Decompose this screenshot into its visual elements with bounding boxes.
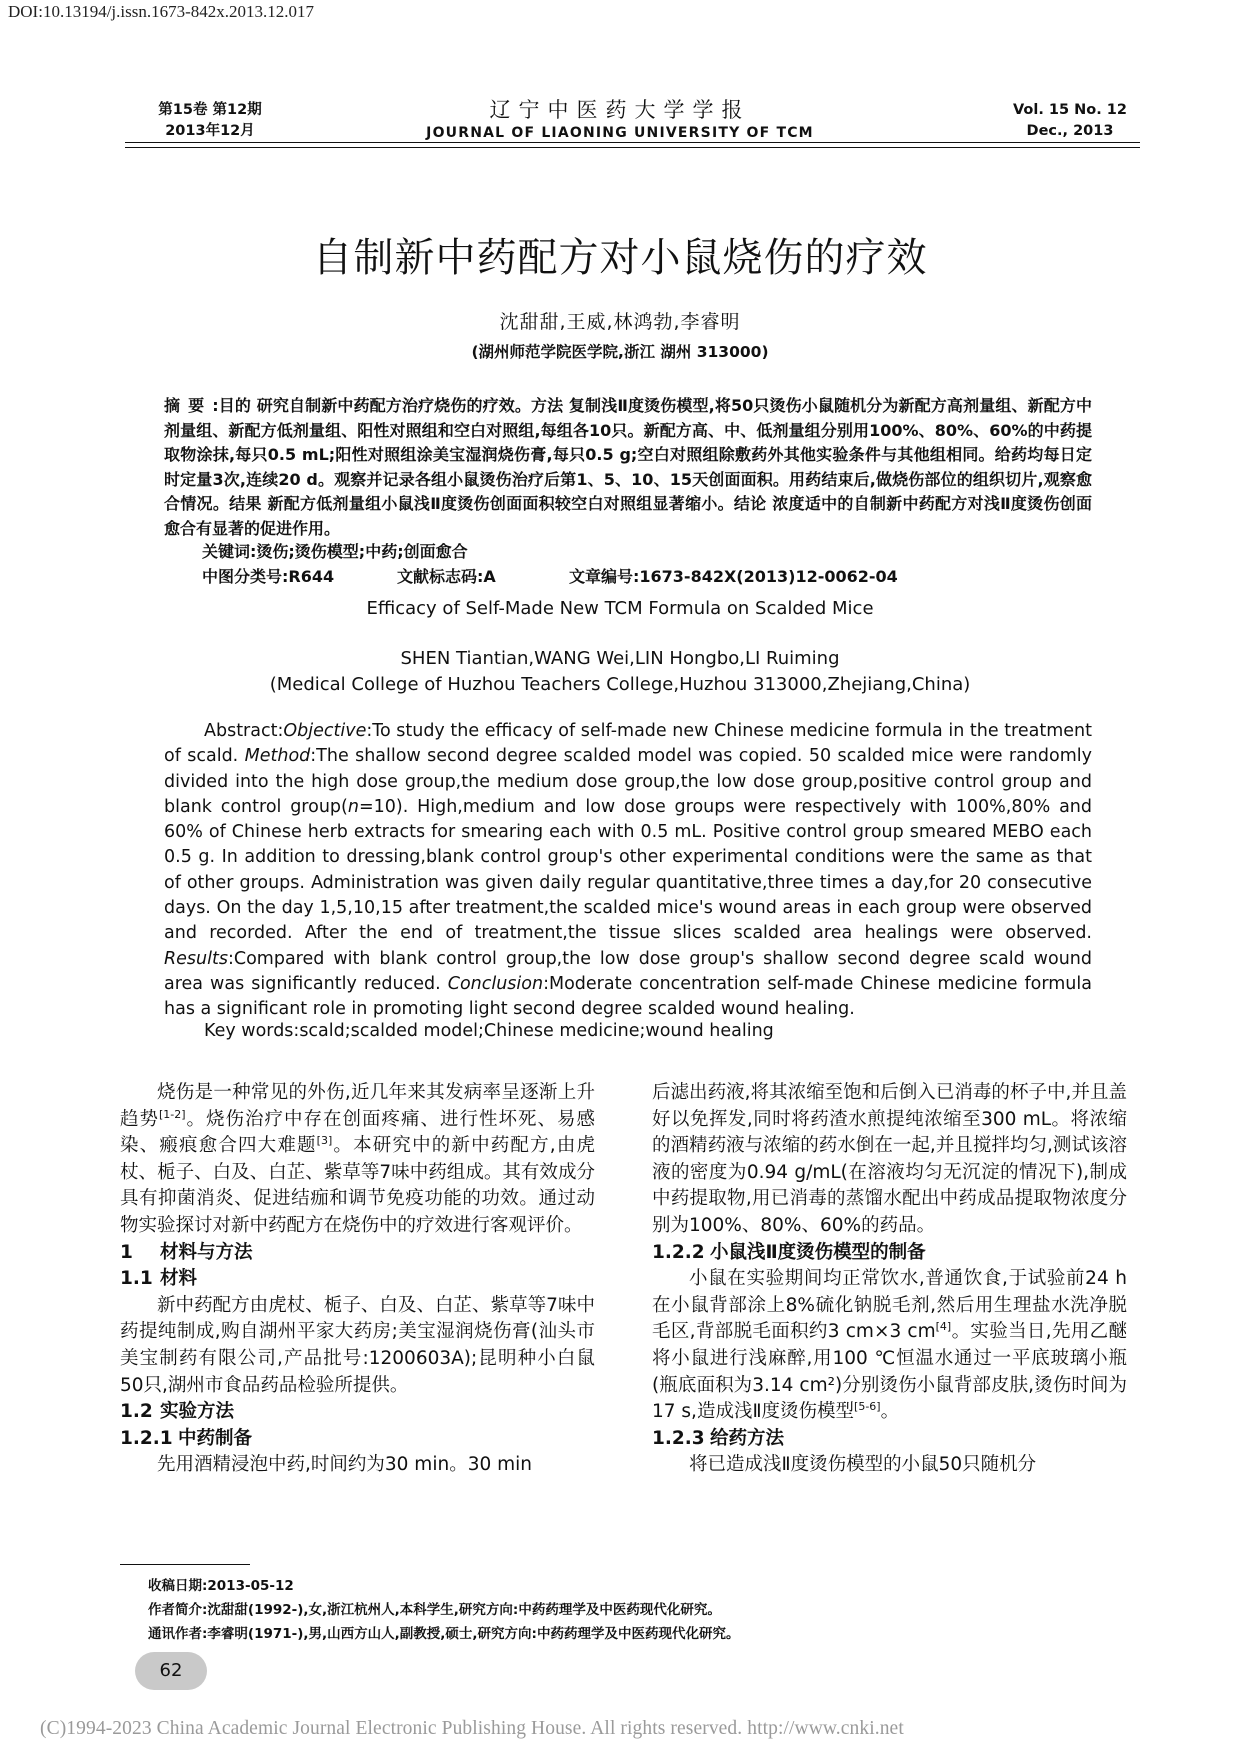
model-paragraph xyxy=(652,1266,1127,1426)
body-column-right xyxy=(652,1080,1127,1479)
header-vol-no: Vol. 15 No. 12 xyxy=(1013,102,1127,118)
conclusion-text: :Moderate concentration self-made Chinese medicine formula has a significant role in promoting light second degree scalded wound healing. xyxy=(164,973,1092,1020)
header-volume: 第15卷 第12期 xyxy=(158,102,262,118)
section-number: 1.2.1 xyxy=(120,1427,173,1449)
paper-title-cn: 自制新中药配方对小鼠烧伤的疗效 xyxy=(312,235,928,281)
citation: [1-2] xyxy=(159,1107,186,1121)
model-text-b: 。实验当日,先用乙醚将小鼠进行浅麻醉,用100 ℃恒温水通过一平底玻璃小瓶(瓶底面积为3.14 cm²)分别烫伤小鼠背部皮肤,烫伤时间为17 s,造成浅Ⅱ度烫伤模型 xyxy=(652,1321,1127,1423)
n-text: =10). High,medium and low dose groups were respectively with 100%,80% and 60% of Chinese herb extracts for smearing each with 0.5 mL. Positive control group smeared MEBO each 0.5 g. In addition to dressing,blank control group's other experimental conditions were the same as that of other groups. Administration was given daily regular quantitative,three times a day,for 20 consecutive days. On the day 1,5,10,15 after treatment,the scalded mice's wound areas in each group were observed and recorded. After the end of treatment,the tissue slices scalded area healings were observed. xyxy=(164,796,1092,944)
authors-en: SHEN Tiantian,WANG Wei,LIN Hongbo,LI Ruiming xyxy=(400,648,840,669)
model-text-c: 。 xyxy=(880,1401,900,1423)
section-title: 给药方法 xyxy=(710,1427,785,1449)
keywords-en: Key words:scald;scalded model;Chinese medicine;wound healing xyxy=(204,1021,774,1041)
journal-name-en: JOURNAL OF LIAONING UNIVERSITY OF TCM xyxy=(426,125,814,141)
section-title: 材料与方法 xyxy=(160,1241,253,1263)
clc-number: 中图分类号:R644 xyxy=(202,567,335,586)
section-heading-1-1 xyxy=(120,1266,595,1293)
footnote-corresponding: 通讯作者:李睿明(1971-),男,山西方山人,副教授,硕士,研究方向:中药药理学及中医药现代化研究。 xyxy=(148,1626,740,1642)
affiliation-cn: (湖州师范学院医学院,浙江 湖州 313000) xyxy=(471,343,769,361)
objective-text: :To study the efficacy of self-made new Chinese medicine formula in the treatment of scald. xyxy=(164,721,1092,767)
authors-cn: 沈甜甜,王威,林鸿勃,李睿明 xyxy=(499,311,741,333)
keywords-cn: 关键词:烫伤;烫伤模型;中药;创面愈合 xyxy=(202,542,468,561)
header-volume-issue xyxy=(135,100,285,142)
section-heading-1-2-3 xyxy=(652,1426,1127,1453)
materials-paragraph: 新中药配方由虎杖、栀子、白及、白芷、紫草等7味中药提纯制成,购自湖州平家大药房;美宝湿润烧伤膏(汕头市美宝制药有限公司,产品批号:1200603A);昆明种小白鼠50只,湖州市食品药品检验所提供。 xyxy=(120,1294,595,1396)
abstract-cn-text: :目的 研究自制新中药配方治疗烧伤的疗效。方法 复制浅Ⅱ度烫伤模型,将50只烫伤小鼠随机分为新配方高剂量组、新配方中剂量组、新配方低剂量组、阳性对照组和空白对照组,每组各10只。新配方高、中、低剂量组分别用100%、80%、60%的中药提取物涂抹,每只0.5 mL;阳性对照组涂美宝湿润烧伤膏,每只0.5 g;空白对照组除敷药外其他实验条件与其他组相同。给药均每日定时定量3次,连续20 d。观察并记录各组小鼠烫伤治疗后第1、5、10、15天创面面积。用药结束后,做烧伤部位的组织切片,观察愈合情况。结果 新配方低剂量组小鼠浅Ⅱ度烫伤创面面积较空白对照组显著缩小。结论 浓度适中的自制新中药配方对浅Ⅱ度烫伤创面愈合有显著的促进作用。 xyxy=(164,396,1092,538)
conclusion-label: Conclusion xyxy=(447,973,544,994)
section-number: 1.2.3 xyxy=(652,1427,705,1449)
abstract-cn xyxy=(164,394,1092,541)
method-text: :The shallow second degree scalded model was copied. 50 scalded mice were randomly divided into the high dose group,the medium dose group,the low dose group,positive control group and blank control group( xyxy=(164,746,1092,817)
intro-text-a: 烧伤是一种常见的外伤,近几年来其发病率呈逐渐上升趋势 xyxy=(120,1082,595,1130)
n-label: n xyxy=(347,796,359,817)
header-rule-bottom xyxy=(125,147,1140,148)
header-journal-name xyxy=(360,97,880,143)
section-heading-1-2-1 xyxy=(120,1426,595,1453)
article-number: 文章编号:1673-842X(2013)12-0062-04 xyxy=(569,567,898,586)
intro-text-b: 。烧伤治疗中存在创面疼痛、进行性坏死、易感染、瘢痕愈合四大难题 xyxy=(120,1108,595,1157)
abstract-cn-label: 摘要 xyxy=(164,396,213,415)
section-heading-1 xyxy=(120,1240,595,1267)
header-date: 2013年12月 xyxy=(165,123,255,139)
intro-text-c: 。本研究中的新中药配方,由虎杖、栀子、白及、白芷、紫草等7味中药组成。其有效成分具有抑菌消炎、促进结痂和调节免疫功能的功效。通过动物实验探讨对新中药配方在烧伤中的疗效进行客观评价。 xyxy=(120,1135,595,1236)
citation: [3] xyxy=(316,1134,333,1148)
model-text-a: 小鼠在实验期间均正常饮水,普通饮食,于试验前24 h在小鼠背部涂上8%硫化钠脱毛剂,然后用生理盐水洗净脱毛区,背部脱毛面积约3 cm×3 cm xyxy=(652,1268,1127,1343)
preparation-paragraph-cont: 后滤出药液,将其浓缩至饱和后倒入已消毒的杯子中,并且盖好以免挥发,同时将药渣水煎提纯浓缩至300 mL。将浓缩的酒精药液与浓缩的药水倒在一起,并且搅拌均匀,测试该溶液的密度为0.94 g/mL(在溶液均匀无沉淀的情况下),制成中药提取物,用已消毒的蒸馏水配出中药成品提取物浓度分别为100%、80%、60%的药品。 xyxy=(652,1082,1127,1236)
abstract-en-label: Abstract: xyxy=(204,721,284,741)
abstract-en xyxy=(164,719,1092,1023)
abstract-en-paragraph xyxy=(164,719,1092,1023)
classification-line xyxy=(202,565,1102,590)
preparation-paragraph: 先用酒精浸泡中药,时间约为30 min。30 min xyxy=(157,1454,532,1476)
header-vol-en xyxy=(1000,100,1140,142)
document-code: 文献标志码:A xyxy=(397,567,496,586)
method-label: Method xyxy=(244,746,311,767)
journal-name-cn: 辽宁中医药大学学报 xyxy=(489,98,751,122)
doi-line: DOI:10.13194/j.issn.1673-842x.2013.12.017 xyxy=(8,2,314,21)
section-title: 中药制备 xyxy=(178,1427,253,1449)
citation: [4] xyxy=(935,1320,952,1334)
section-number: 1.1 xyxy=(120,1268,153,1290)
results-label: Results xyxy=(164,948,228,969)
affiliation-en: (Medical College of Huzhou Teachers College,Huzhou 313000,Zhejiang,China) xyxy=(269,674,971,695)
results-text: :Compared with blank control group,the low dose group's shallow second degree scald wound area was significantly reduced. xyxy=(164,948,1092,994)
footnote-rule xyxy=(120,1564,250,1565)
intro-paragraph xyxy=(120,1080,595,1240)
section-heading-1-2-2 xyxy=(652,1240,1127,1267)
footnote-received: 收稿日期:2013-05-12 xyxy=(148,1578,294,1594)
copyright-watermark: (C)1994-2023 China Academic Journal Electronic Publishing House. All rights reserved. http://www.cnki.net xyxy=(40,1718,904,1739)
footnote-author-bio: 作者简介:沈甜甜(1992-),女,浙江杭州人,本科学生,研究方向:中药药理学及中医药现代化研究。 xyxy=(148,1602,721,1618)
header-month: Dec., 2013 xyxy=(1026,123,1114,139)
section-title: 小鼠浅Ⅱ度烫伤模型的制备 xyxy=(710,1241,926,1263)
objective-label: Objective xyxy=(283,721,367,741)
body-column-left xyxy=(120,1080,595,1479)
dosing-paragraph: 将已造成浅Ⅱ度烫伤模型的小鼠50只随机分 xyxy=(689,1454,1037,1476)
section-number: 1 xyxy=(120,1241,133,1263)
paper-title-en: Efficacy of Self-Made New TCM Formula on Scalded Mice xyxy=(366,598,874,619)
section-heading-1-2 xyxy=(120,1399,595,1426)
section-title: 材料 xyxy=(160,1268,198,1290)
page-number-badge: 62 xyxy=(135,1652,207,1690)
section-number: 1.2 xyxy=(120,1401,153,1423)
citation: [5-6] xyxy=(854,1399,881,1413)
section-title: 实验方法 xyxy=(160,1401,235,1423)
section-number: 1.2.2 xyxy=(652,1241,705,1263)
header-rule-top xyxy=(125,142,1140,143)
